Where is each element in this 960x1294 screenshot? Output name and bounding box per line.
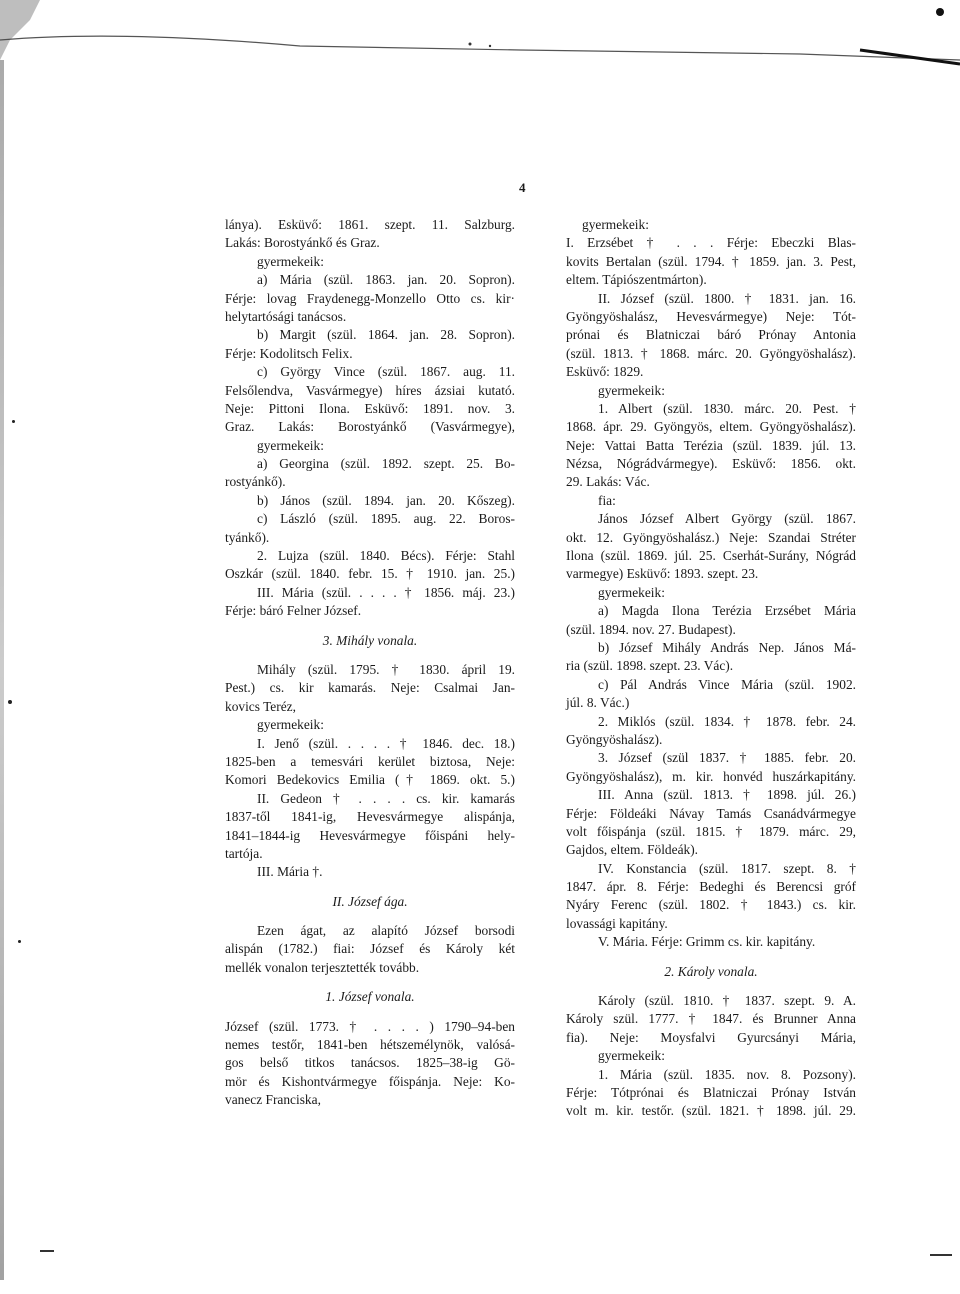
text-line: tartója. (225, 845, 263, 861)
text-line: III. Mária (szül. . . . . † 1856. máj. 23.) (257, 584, 515, 600)
text-line: gyermekeik: (582, 217, 649, 232)
text-line: gyermekeik: (598, 1048, 665, 1064)
scan-bottom-mark (40, 1250, 54, 1252)
text-line: Gajdos, eltem. Földeák). (566, 842, 699, 858)
text-line: júl. 8. Vác.) (566, 695, 630, 711)
text-line: Nézsa, Nógrádvármegye). Esküvő: 1856. okt. (566, 456, 856, 472)
section-heading: II. József ága. (332, 893, 408, 909)
text-line: gyermekeik: (257, 437, 324, 453)
text-line: fia). Neje: Moysfalvi Gyurcsányi Mária, (566, 1029, 856, 1045)
text-line: b) Margit (szül. 1864. jan. 28. Sopron). (257, 327, 515, 343)
text-line: III. Anna (szül. 1813. † 1898. júl. 26.) (598, 787, 856, 803)
text-line: Neje: Pittoni Ilona. Esküvő: 1891. nov. 3. (225, 400, 515, 416)
text-line: II. József (szül. 1800. † 1831. jan. 16. (598, 290, 856, 306)
text-line: I. Erzsébet † . . . Férje: Ebeczki Blas- (566, 235, 856, 251)
text-line: mör és Kishontvármegye főispánja. Neje: Ko- (225, 1073, 515, 1089)
text-line: I. Jenő (szül. . . . . † 1846. dec. 18.) (257, 735, 515, 751)
scan-speck (18, 940, 21, 943)
text-line: Gyöngyöshalász), m. kir. honvéd huszárkapitány. (566, 768, 856, 784)
text-line: Ilona (szül. 1869. júl. 25. Cserhát-Surány, Nógrád (566, 548, 856, 564)
text-line: Esküvő: 1829. (566, 364, 644, 380)
text-line: a) Mária (szül. 1863. jan. 20. Sopron). (257, 272, 515, 288)
text-line: Gyöngyöshalász, Hevesvármegye) Neje: Tót- (566, 308, 856, 324)
text-line: vanecz Franciska, (225, 1092, 321, 1108)
paragraph-spacer (225, 882, 515, 893)
scan-bottom-mark (930, 1254, 952, 1256)
right-text-column (566, 216, 856, 1121)
text-line: Férje: báró Felner József. (225, 603, 362, 619)
text-line: b) János (szül. 1894. jan. 20. Kőszeg). (257, 492, 515, 508)
text-line: Graz. Lakás: Borostyánkő (Vasvármegye), (225, 419, 515, 435)
text-line: V. Mária. Férje: Grimm cs. kir. kapitány. (598, 934, 816, 950)
paragraph-spacer (566, 981, 856, 992)
text-line: mellék vonalon terjesztették tovább. (225, 959, 420, 975)
text-line: 2. Lujza (szül. 1840. Bécs). Férje: Stahl (257, 548, 515, 564)
paragraph-spacer (225, 911, 515, 922)
text-line: eltem. Tápiószentmárton). (566, 272, 707, 288)
section-heading: 2. Károly vonala. (664, 963, 758, 979)
text-line: okt. 12. Gyöngyöshalász.) Neje: Szandai Stréter (566, 529, 856, 545)
text-line: prónai és Blatniczai báró Prónay Antonia (566, 327, 856, 343)
paragraph-spacer (225, 1007, 515, 1018)
text-line: Férje: lovag Fraydenegg-Monzello Otto cs. kir· (225, 290, 515, 306)
left-text-column (225, 216, 515, 1110)
text-line: Férje: Kodolitsch Felix. (225, 345, 353, 361)
text-line: fia: (598, 492, 616, 508)
text-line: Nyáry Ferenc (szül. 1802. † 1843.) cs. kir. (566, 897, 856, 913)
text-line: János József Albert György (szül. 1867. (598, 511, 856, 527)
text-line: 1841–1844-ig Hevesvármegye főispáni hely- (225, 827, 515, 843)
text-line: a) Magda Ilona Terézia Erzsébet Mária (598, 603, 856, 619)
text-line: tyánkő). (225, 529, 270, 545)
text-line: rostyánkő). (225, 474, 286, 490)
text-line: József (szül. 1773. † . . . . ) 1790–94-ben (225, 1018, 515, 1034)
text-line: gyermekeik: (598, 584, 665, 600)
text-line: 2. Miklós (szül. 1834. † 1878. febr. 24. (598, 713, 856, 729)
scan-speck (8, 700, 12, 704)
text-line: Oszkár (szül. 1840. febr. 15. † 1910. jan. 25.) (225, 566, 515, 582)
scan-speck (12, 420, 15, 423)
paragraph-spacer (225, 621, 515, 632)
text-line: 1825-ben a temesvári kerület biztosa, Neje: (225, 753, 515, 769)
text-line: Lakás: Borostyánkő és Graz. (225, 235, 380, 251)
text-line: (szül. 1813. † 1868. márc. 20. Gyöngyöshalász). (566, 345, 856, 361)
text-line: Felsőlendva, Vasvármegye) híres ázsiai kutató. (225, 382, 515, 398)
paragraph-spacer (225, 650, 515, 661)
text-line: gos belső titkos tanácsos. 1825–38-ig Gö- (225, 1055, 515, 1071)
text-line: lovassági kapitány. (566, 915, 668, 931)
text-line: helytartósági tanácsos. (225, 308, 347, 324)
text-line: (szül. 1894. nov. 27. Budapest). (566, 621, 736, 637)
text-line: Pest.) cs. kir kamarás. Neje: Csalmai Jan- (225, 680, 515, 696)
text-line: varmegye) Esküvő: 1893. szept. 23. (566, 566, 759, 582)
text-line: gyermekeik: (257, 253, 324, 269)
text-line: alispán (1782.) fiai: József és Károly két (225, 941, 515, 957)
text-line: 1. Mária (szül. 1835. nov. 8. Pozsony). (598, 1066, 856, 1082)
text-line: Gyöngyöshalász). (566, 731, 663, 747)
text-line: 1. Albert (szül. 1830. márc. 20. Pest. † (598, 400, 856, 416)
text-line: Neje: Vattai Batta Terézia (szül. 1839. júl. 13. (566, 437, 856, 453)
text-line: IV. Konstancia (szül. 1817. szept. 8. † (598, 860, 856, 876)
text-line: III. Mária †. (257, 864, 323, 880)
text-line: 1837-től 1841-ig, Hevesvármegye alispánja, (225, 809, 515, 825)
text-line: b) József Mihály András Nep. János Má- (598, 639, 856, 655)
page-number: 4 (519, 180, 526, 195)
scan-left-edge (0, 60, 4, 1280)
text-line: gyermekeik: (257, 717, 324, 733)
paragraph-spacer (225, 977, 515, 988)
text-line: 1847. ápr. 8. Férje: Bedeghi és Berencsi gróf (566, 879, 856, 895)
text-line: volt m. kir. testőr. (szül. 1821. † 1898. júl. 29. (566, 1103, 856, 1119)
text-line: Mihály (szül. 1795. † 1830. ápril 19. (257, 661, 515, 677)
text-line: ria (szül. 1898. szept. 23. Vác). (566, 658, 734, 674)
text-line: Férje: Földeáki Návay Tamás Csanádvármegye (566, 805, 856, 821)
text-line: c) György Vince (szül. 1867. aug. 11. (257, 364, 515, 380)
text-line: gyermekeik: (598, 382, 665, 398)
text-line: a) Georgina (szül. 1892. szept. 25. Bo- (257, 456, 515, 472)
text-line: II. Gedeon † . . . . cs. kir. kamarás (257, 790, 515, 806)
text-line: Komori Bedekovics Emilia († 1869. okt. 5.) (225, 772, 515, 788)
text-line: 29. Lakás: Vác. (566, 474, 650, 490)
paragraph-spacer (566, 952, 856, 963)
text-line: c) Pál András Vince Mária (szül. 1902. (598, 676, 856, 692)
text-line: 1868. ápr. 29. Gyöngyös, eltem. Gyöngyöshalász). (566, 419, 856, 435)
text-line: kovits Bertalan (szül. 1794. † 1859. jan. 3. Pest, (566, 253, 856, 269)
section-heading: 3. Mihály vonala. (322, 632, 418, 648)
text-line: Károly szül. 1777. † 1847. és Brunner Anna (566, 1011, 856, 1027)
section-heading: 1. József vonala. (325, 989, 415, 1005)
text-line: Férje: Tótprónai és Blatniczai Prónay István (566, 1084, 856, 1100)
text-line: 3. József (szül 1837. † 1885. febr. 20. (598, 750, 856, 766)
text-line: Ezen ágat, az alapító József borsodi (257, 923, 515, 939)
text-line: nemes testőr, 1841-ben hétszemélynök, valósá- (225, 1037, 515, 1053)
text-line: Károly (szül. 1810. † 1837. szept. 9. A. (598, 993, 856, 1009)
text-line: volt főispánja (szül. 1815. † 1879. márc. 29, (566, 823, 856, 839)
scan-edge-artifact (0, 0, 960, 70)
text-line: lánya). Esküvő: 1861. szept. 11. Salzburg. (225, 217, 515, 232)
text-line: kovics Teréz, (225, 698, 296, 714)
text-line: c) László (szül. 1895. aug. 22. Boros- (257, 511, 515, 527)
